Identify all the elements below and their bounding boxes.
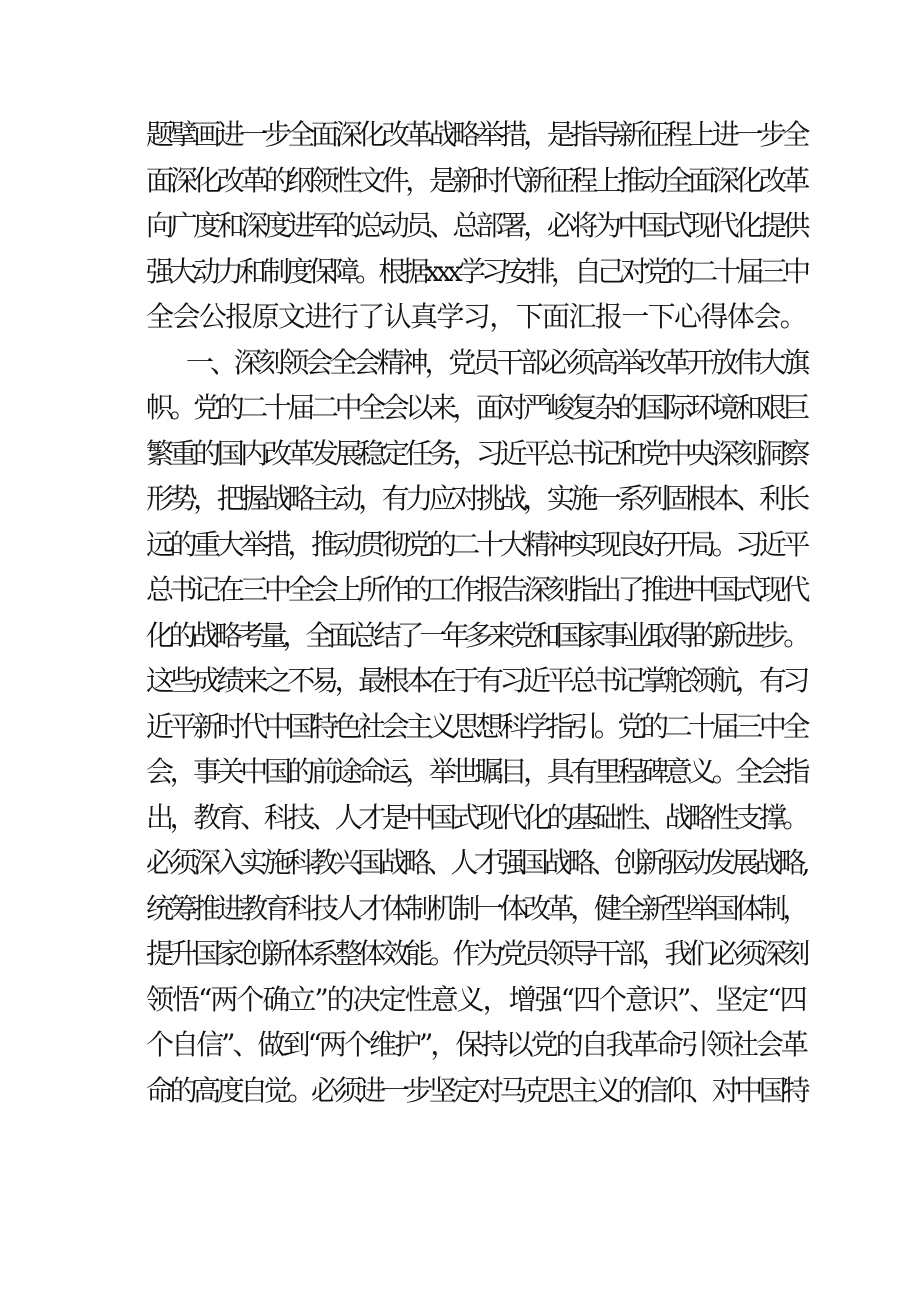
text-line: 一、深刻领会全会精神，党员干部必须高举改革开放伟大旗 xyxy=(186,345,806,379)
text-line: 题擘画进一步全面深化改革战略举措，是指导新征程上进一步全 xyxy=(146,118,806,151)
text-line: 提升国家创新体系整体效能。作为党员领导干部，我们必须深刻 xyxy=(146,937,806,970)
text-line: 出，教育、科技、人才是中国式现代化的基础性、战略性支撑。 xyxy=(146,800,806,834)
text-line: 命的高度自觉。必须进一步坚定对马克思主义的信仰、对中国特 xyxy=(146,1073,806,1107)
body-text xyxy=(146,112,806,1113)
text-line: 必须深入实施科教兴国战略、人才强国战略、创新驱动发展战略, xyxy=(146,846,806,879)
text-line: 会，事关中国的前途命运，举世瞩目，具有里程碑意义。全会指 xyxy=(146,755,806,788)
text-line: 化的战略考量，全面总结了一年多来党和国家事业取得的新进步。 xyxy=(146,618,807,652)
text-line: 总书记在三中全会上所作的工作报告深刻指出了推进中国式现代 xyxy=(146,573,806,606)
text-line: 面深化改革的纲领性文件，是新时代新征程上推动全面深化改革 xyxy=(146,163,806,197)
text-line: 向广度和深度进军的总动员、总部署，必将为中国式现代化提供 xyxy=(146,209,806,242)
text-line: 全会公报原文进行了认真学习，下面汇报一下心得体会。 xyxy=(146,300,807,333)
text-line: 形势，把握战略主动，有力应对挑战，实施一系列固根本、利长 xyxy=(146,482,806,515)
text-line: 强大动力和制度保障。根据xxx学习安排，自己对党的二十届三中 xyxy=(146,254,807,288)
text-line: 个自信”、做到“两个维护”，保持以党的自我革命引领社会革 xyxy=(146,1028,806,1061)
text-line: 繁重的国内改革发展稳定任务，习近平总书记和党中央深刻洞察 xyxy=(146,436,806,470)
text-line: 领悟“两个确立”的决定性意义，增强“四个意识”、坚定“四 xyxy=(146,982,806,1016)
text-line: 帜。党的二十届二中全会以来，面对严峻复杂的国际环境和艰巨 xyxy=(146,391,806,424)
text-line: 远的重大举措，推动贯彻党的二十大精神实现良好开局。习近平 xyxy=(146,527,806,561)
text-line: 统筹推进教育科技人才体制机制一体改革，健全新型举国体制， xyxy=(146,891,806,925)
text-line: 近平新时代中国特色社会主义思想科学指引。党的二十届三中全 xyxy=(146,709,806,743)
text-line: 这些成绩来之不易，最根本在于有习近平总书记掌舵领航，有习 xyxy=(146,664,806,697)
